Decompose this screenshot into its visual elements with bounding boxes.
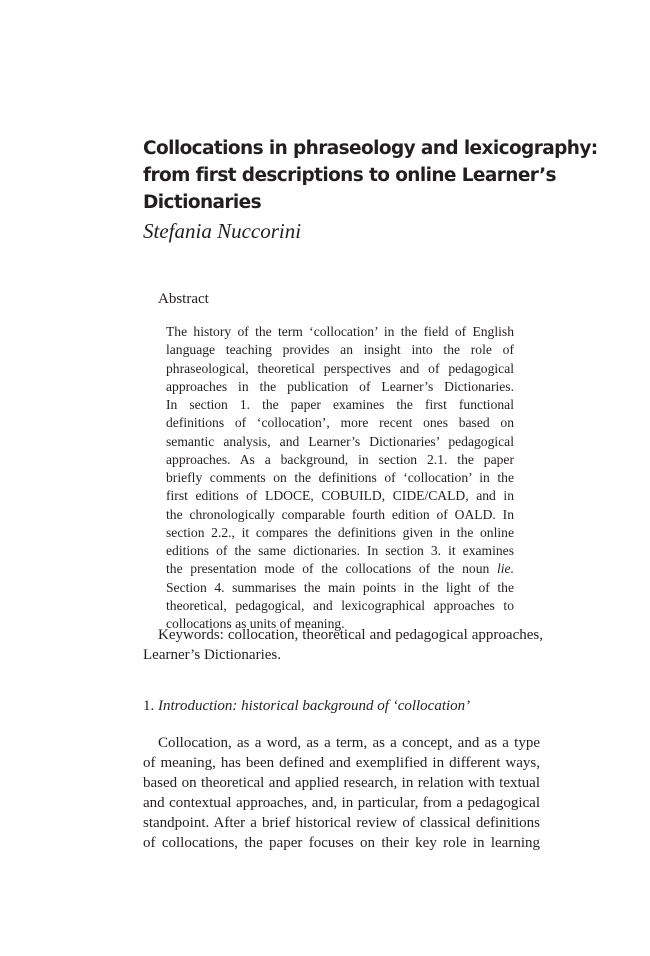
abstract-line: section 2.2., it compares the definitions given in the online: [166, 524, 514, 540]
section-title: Introduction: historical background of ‘collocation’: [158, 698, 471, 714]
keywords-line: Learner’s Dictionaries.: [143, 647, 281, 663]
intro-line: Collocation, as a word, as a term, as a concept, and as a type: [158, 735, 540, 751]
abstract-heading: Abstract: [158, 291, 209, 307]
abstract-line-text: the presentation mode of the collocations of the noun: [166, 561, 497, 577]
section-heading: [143, 696, 470, 716]
intro-line: and contextual approaches, and, in particular, from a pedagogical: [143, 795, 540, 812]
keywords-line: Keywords: collocation, theoretical and pedagogical approaches,: [158, 627, 543, 643]
section-number: 1.: [143, 698, 158, 714]
abstract-line: phraseological, theoretical perspectives and of pedagogical: [166, 360, 514, 376]
paper-title-line-3: Dictionaries: [143, 192, 262, 213]
abstract-body: [166, 323, 514, 633]
keywords-paragraph: [143, 625, 543, 665]
title-block: [143, 135, 598, 245]
abstract-line: Section 4. summarises the main points in the light of the: [166, 579, 514, 595]
abstract-line: definitions of ‘collocation’, more recent ones based on: [166, 415, 514, 431]
intro-line: of collocations, the paper focuses on their key role in learning: [143, 835, 540, 852]
abstract-line: language teaching provides an insight into the role of: [166, 342, 514, 358]
intro-paragraph: [143, 733, 540, 854]
abstract-line: semantic analysis, and Learner’s Dictionaries’ pedagogical: [166, 433, 514, 449]
abstract-line: editions of the same dictionaries. In section 3. it examines: [166, 543, 514, 558]
abstract-line: theoretical, pedagogical, and lexicographical approaches to: [166, 597, 514, 613]
author-name: Stefania Nuccorini: [143, 219, 302, 243]
paper-title-line-1: Collocations in phraseology and lexicography:: [143, 138, 598, 159]
abstract-line: briefly comments on the definitions of ‘collocation’ in the: [166, 470, 514, 485]
abstract-line: first editions of LDOCE, COBUILD, CIDE/CALD, and in: [166, 488, 514, 504]
abstract-line: In section 1. the paper examines the first functional: [166, 397, 514, 412]
abstract-line: approaches. As a background, in section 2.1. the paper: [166, 451, 514, 467]
abstract-line: collocations as units of meaning.: [166, 616, 345, 631]
intro-line: of meaning, has been defined and exemplified in different ways,: [143, 755, 540, 772]
paper-title-line-2: from first descriptions to online Learner’s: [143, 165, 556, 186]
intro-line: standpoint. After a brief historical review of classical definitions: [143, 815, 540, 832]
abstract-line: The history of the term ‘collocation’ in the field of English: [166, 324, 514, 339]
abstract-line-with-italic: [166, 560, 514, 578]
abstract-line: the chronologically comparable fourth edition of OALD. In: [166, 506, 514, 522]
abstract-italic-word: lie.: [497, 561, 514, 577]
intro-line: based on theoretical and applied research, in relation with textual: [143, 775, 540, 792]
abstract-line: approaches in the publication of Learner’s Dictionaries.: [166, 378, 514, 394]
